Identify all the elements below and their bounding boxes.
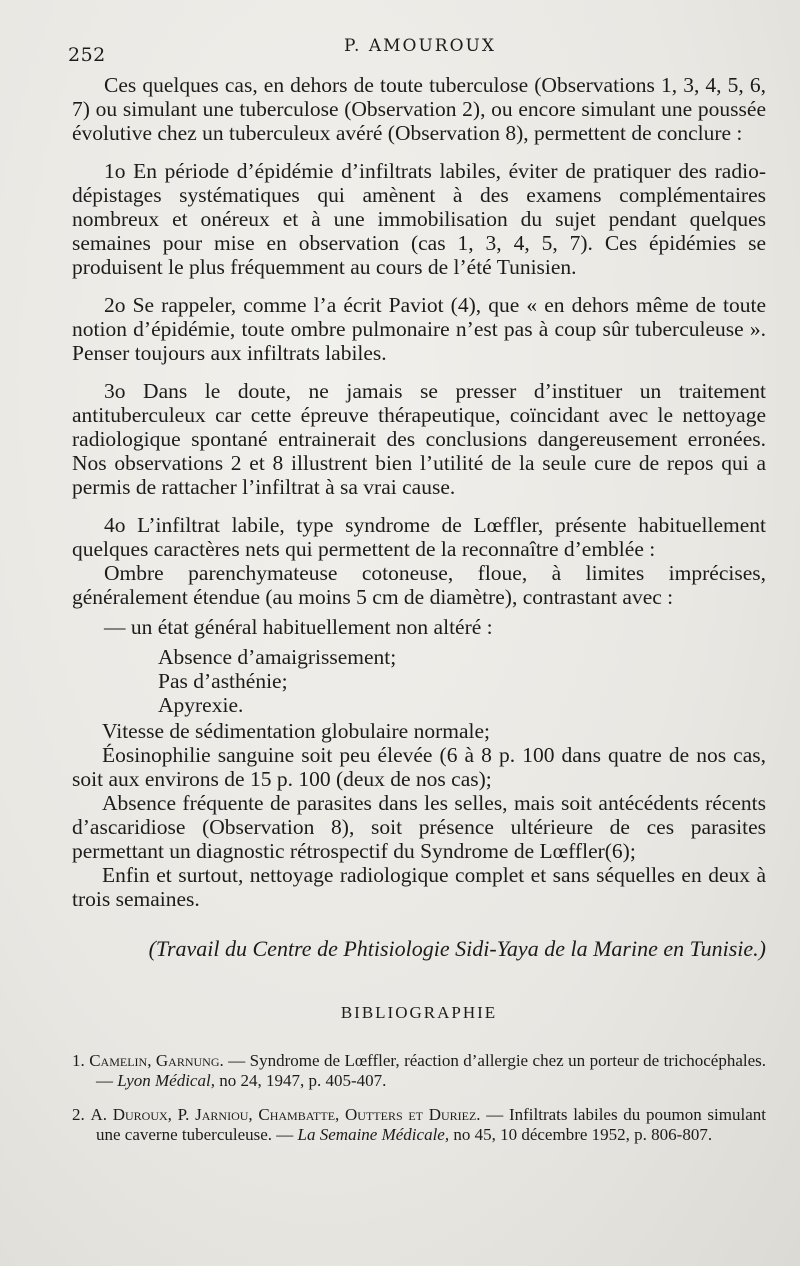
page-number: 252 xyxy=(68,44,106,66)
bibliography-entry xyxy=(72,1105,766,1145)
parasites-item: Absence fréquente de parasites dans les selles, mais soit antécédents récents d’ascaridiose (Observation 8), soit présence ultérieure de ces parasites permettant un diagnostic rétrospectif du Syndrome de Lœffler(6); xyxy=(72,791,766,863)
ref-journal: Lyon Médical, xyxy=(117,1071,215,1090)
conclusion-point-2: 2o Se rappeler, comme l’a écrit Paviot (4), que « en dehors même de toute notion d’épidémie, toute ombre pulmonaire n’est pas à coup sûr tuberculeuse ». Penser toujours aux infiltrats labiles. xyxy=(72,293,766,365)
ref-authors: Camelin, Garnung. xyxy=(89,1051,224,1070)
ref-journal: La Semaine Médicale, xyxy=(297,1125,450,1144)
ref-title: — Infiltrats labiles du poumon simulant une caverne tuberculeuse. — xyxy=(96,1105,766,1144)
ref-title: — Syndrome de Lœffler, réaction d’allergie chez un porteur de trichocéphales. — xyxy=(96,1051,767,1090)
ref-details: no 24, 1947, p. 405-407. xyxy=(214,1071,387,1090)
bibliography-entry xyxy=(72,1051,766,1091)
intro-paragraph: Ces quelques cas, en dehors de toute tuberculose (Observations 1, 3, 4, 5, 6, 7) ou simulant une tuberculose (Observation 2), ou encore simulant une poussée évolutive chez un tuberculeux avéré (Observation 8), permettent de conclure : xyxy=(72,73,766,145)
running-head: P. AMOUROUX xyxy=(344,36,496,56)
eosinophilie-item: Éosinophilie sanguine soit peu élevée (6 à 8 p. 100 dans quatre de nos cas, soit aux environs de 15 p. 100 (deux de nos cas); xyxy=(72,743,766,791)
ombre-paragraph: Ombre parenchymateuse cotoneuse, floue, à limites imprécises, généralement étendue (au moins 5 cm de diamètre), contrastant avec : xyxy=(72,561,766,609)
etat-general-line: — un état général habituellement non altéré : xyxy=(104,615,493,639)
institution-credit: (Travail du Centre de Phtisiologie Sidi-Yaya de la Marine en Tunisie.) xyxy=(148,936,766,961)
bibliography-title: BIBLIOGRAPHIE xyxy=(340,1003,498,1022)
symptom-item: Absence d’amaigrissement; xyxy=(158,645,397,669)
ref-number: 2. xyxy=(72,1105,85,1124)
ref-authors: A. Duroux, P. Jarniou, Chambatte, Outters et Duriez. xyxy=(90,1105,481,1124)
vitesse-item: Vitesse de sédimentation globulaire normale; xyxy=(102,719,490,743)
ref-details: no 45, 10 décembre 1952, p. 806-807. xyxy=(449,1125,713,1144)
conclusion-point-1: 1o En période d’épidémie d’infiltrats labiles, éviter de pratiquer des radio-dépistages systématiques qui amènent à des examens complémentaires nombreux et onéreux et à une immobilisation du sujet pendant quelques semaines pour mise en observation (cas 1, 3, 4, 5, 7). Ces épidémies se produisent le plus fréquemment au cours de l’été Tunisien. xyxy=(72,159,766,279)
symptom-item: Apyrexie. xyxy=(158,693,244,717)
conclusion-point-4: 4o L’infiltrat labile, type syndrome de Lœffler, présente habituellement quelques caractères nets qui permettent de la reconnaître d’emblée : xyxy=(72,513,766,561)
ref-number: 1. xyxy=(72,1051,85,1070)
symptom-item: Pas d’asthénie; xyxy=(158,669,288,693)
conclusion-point-3: 3o Dans le doute, ne jamais se presser d’instituer un traitement antituberculeux car cette épreuve thérapeutique, coïncidant avec le nettoyage radiologique spontané entrainerait des conclusions dangereusement erronées. Nos observations 2 et 8 illustrent bien l’utilité de la seule cure de repos qui a permis de rattacher l’infiltrat à sa vrai cause. xyxy=(72,379,766,499)
enfin-item: Enfin et surtout, nettoyage radiologique complet et sans séquelles en deux à trois semaines. xyxy=(72,863,766,911)
body-text xyxy=(72,73,766,1159)
